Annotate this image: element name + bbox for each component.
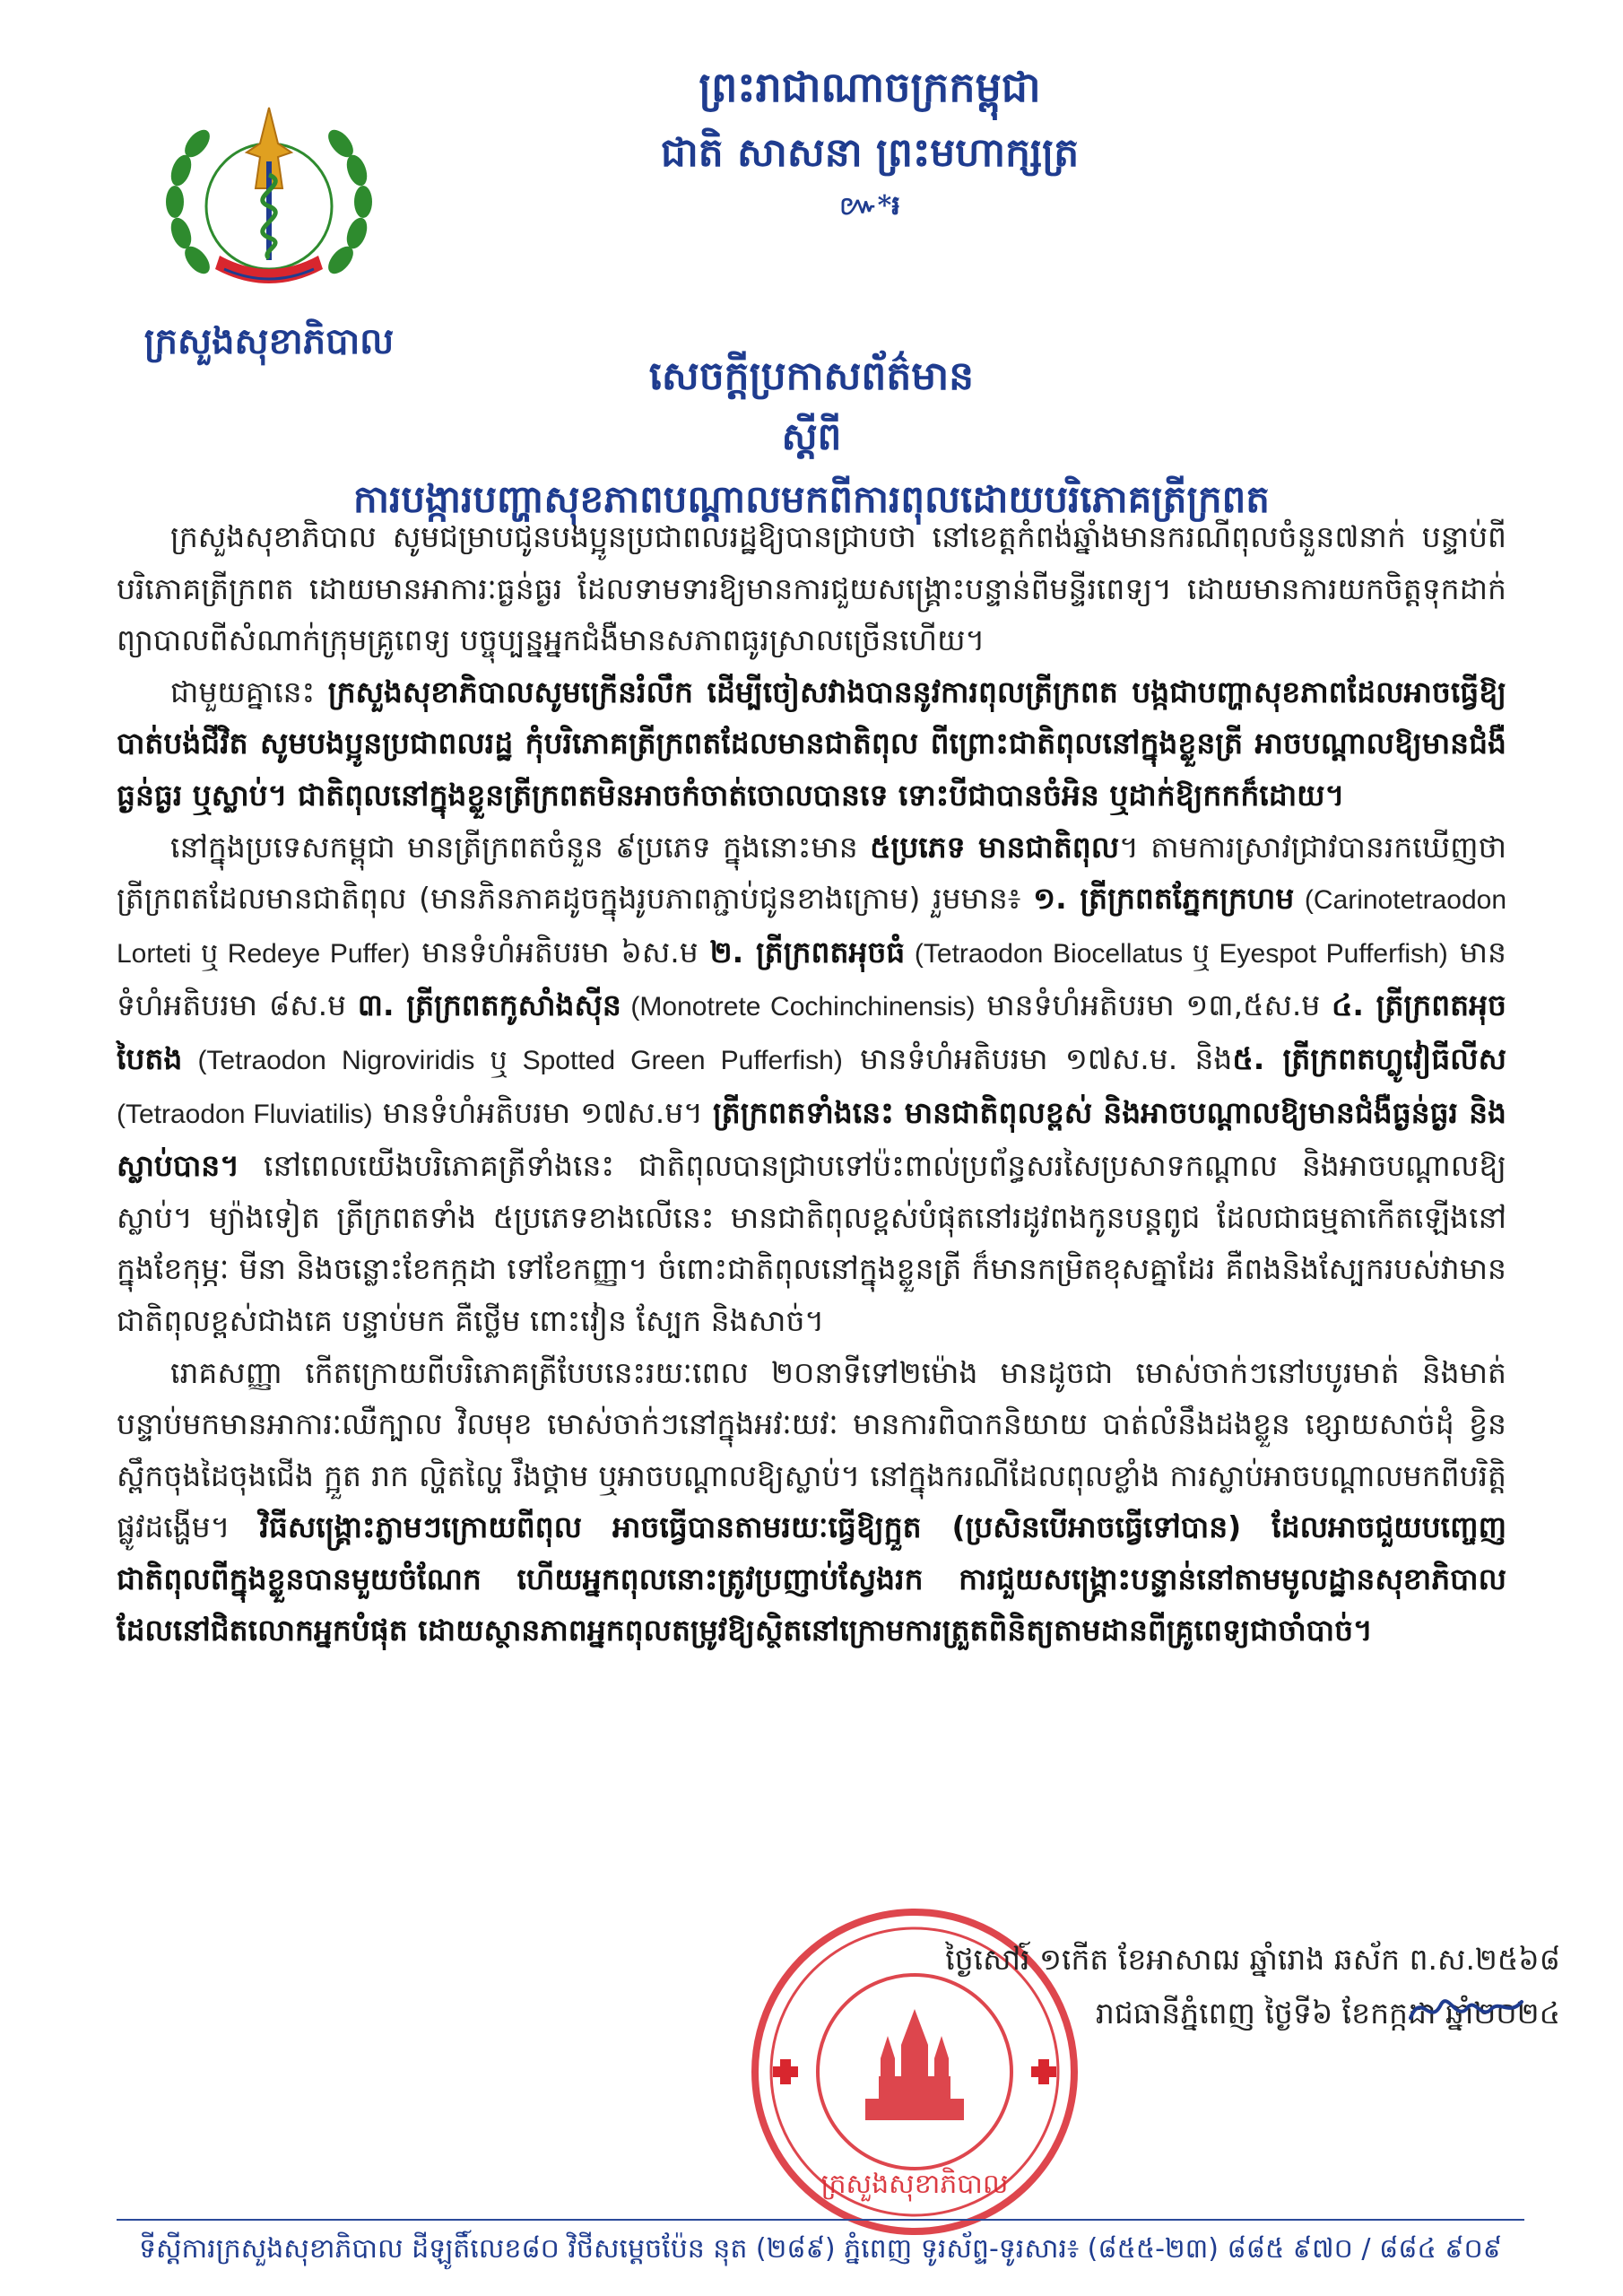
kingdom-header — [502, 54, 1237, 226]
ornament-divider: ៚*៛ — [839, 190, 900, 222]
paragraph-4: រោគសញ្ញា កើតក្រោយពីបរិភោគត្រីបែបនេះរយៈពេល ២០នាទីទៅ២ម៉ោង មានដូចជា មោស់ចាក់ៗនៅបបូរមាត់ និងមាត់ បន្ទាប់មកមានអាការៈឈឺក្បាល វិលមុខ មោស់ចាក់ៗនៅក្នុងអវៈយវៈ មានការពិបាកនិយាយ បាត់លំនឹងដងខ្លួន ខ្សោយសាច់ដុំ ខ្វិន ស្ពឹកចុងដៃចុងជើង ក្អួត រាក ល្ហិតល្ហៃ រឹងថ្គាម ឬអាចបណ្តាលឱ្យស្លាប់។ នៅក្នុងករណីដែលពុលខ្លាំង ការស្លាប់អាចបណ្តាលមកពីបរិត្តិផ្លូវដង្ហើម។ វិធីសង្គ្រោះភ្លាមៗក្រោយពីពុល អាចធ្វើបានតាមរយៈធ្វើឱ្យក្អួត (ប្រសិនបើអាចធ្វើទៅបាន) ដែលអាចជួយបញ្ចេញជាតិពុលពីក្នុងខ្លួនបានមួយចំណែក ហើយអ្នកពុលនោះត្រូវប្រញាប់ស្វែងរក ការជួយសង្គ្រោះបន្ទាន់នៅតាមមូលដ្ឋានសុខាភិបាលដែលនៅជិតលោកអ្នកបំផុត ដោយស្ថានភាពអ្នកពុលតម្រូវឱ្យស្ថិតនៅក្រោមការត្រួតពិនិត្យតាមដានពីគ្រូពេទ្យជាចាំបាច់។ — [117, 1354, 1506, 1648]
warning-text: ក្រសួងសុខាភិបាលសូមក្រើនរំលឹក ដើម្បីចៀសវាងបាននូវការពុលត្រីក្រពត បង្កជាបញ្ហាសុខភាពដែលអាចធ្វើឱ្យបាត់បង់ជីវិត សូមបងប្អូនប្រជាពលរដ្ឋ កុំបរិភោគត្រីក្រពតដែលមានជាតិពុល ពីព្រោះជាតិពុលនៅក្នុងខ្លួនត្រី អាចបណ្តាលឱ្យមានជំងឺធ្ងន់ធ្ងរ ឬស្លាប់។ ជាតិពុលនៅក្នុងខ្លួនត្រីក្រពតមិនអាចកំចាត់ចោលបានទេ ទោះបីជាបានចំអិន ឬដាក់ឱ្យកកក៏ដោយ។ — [117, 674, 1507, 813]
species-2: ២. ត្រីក្រពតអុចធំ — [709, 934, 906, 970]
title-announcement: សេចក្តីប្រកាសព័ត៌មាន — [648, 353, 975, 399]
species-5: ៥. ត្រីក្រពតហ្លូវៀធីលីស — [1232, 1040, 1506, 1076]
title-regarding: ស្តីពី — [781, 414, 842, 458]
footer-address: ទីស្តីការក្រសួងសុខាភិបាល ដីឡូតិ៍លេខ៨០ វិថីសម្តេចប៉ែន នុត (២៨៩) ភ្នំពេញ ទូរស័ព្ទ-ទូរសារ៖ (៨៥៥-២៣) ៨៨៥ ៩៧០ / ៨៨៤ ៩០៩ — [138, 2233, 1502, 2265]
first-aid-text: វិធីសង្គ្រោះភ្លាមៗក្រោយពីពុល អាចធ្វើបានតាមរយៈធ្វើឱ្យក្អួត (ប្រសិនបើអាចធ្វើទៅបាន) ដែលអាចជួយបញ្ចេញជាតិពុលពីក្នុងខ្លួនបានមួយចំណែក ហើយអ្នកពុលនោះត្រូវប្រញាប់ស្វែងរក ការជួយសង្គ្រោះបន្ទាន់នៅតាមមូលដ្ឋានសុខាភិបាលដែលនៅជិតលោកអ្នកបំផុត ដោយស្ថានភាពអ្នកពុលតម្រូវឱ្យស្ថិតនៅក្រោមការត្រួតពិនិត្យតាមដានពីគ្រូពេទ្យជាចាំបាច់។ — [117, 1509, 1506, 1648]
paragraph-2: ជាមួយគ្នានេះ ក្រសួងសុខាភិបាលសូមក្រើនរំលឹក ដើម្បីចៀសវាងបាននូវការពុលត្រីក្រពត បង្កជាបញ្ហាសុខភាពដែលអាចធ្វើឱ្យបាត់បង់ជីវិត សូមបងប្អូនប្រជាពលរដ្ឋ កុំបរិភោគត្រីក្រពតដែលមានជាតិពុល ពីព្រោះជាតិពុលនៅក្នុងខ្លួនត្រី អាចបណ្តាលឱ្យមានជំងឺធ្ងន់ធ្ងរ ឬស្លាប់។ ជាតិពុលនៅក្នុងខ្លួនត្រីក្រពតមិនអាចកំចាត់ចោលបានទេ ទោះបីជាបានចំអិន ឬដាក់ឱ្យកកក៏ដោយ។ — [117, 674, 1507, 813]
paragraph-1: ក្រសួងសុខាភិបាល សូមជម្រាបជូនបងប្អូនប្រជាពលរដ្ឋឱ្យបានជ្រាបថា នៅខេត្តកំពង់ឆ្នាំងមានករណីពុលចំនួន៧នាក់ បន្ទាប់ពីបរិភោគត្រីក្រពត ដោយមានអាការៈធ្ងន់ធ្ងរ ដែលទាមទារឱ្យមានការជួយសង្គ្រោះបន្ទាន់ពីមន្ទីរពេទ្យ។ ដោយមានការយកចិត្តទុកដាក់ព្យាបាលពីសំណាក់ក្រុមគ្រូពេទ្យ បច្ចុប្បន្នអ្នកជំងឺមានសភាពធូរស្រាលច្រើនហើយ។ — [117, 519, 1506, 658]
solar-date: រាជធានីភ្នំពេញ ថ្ងៃទី៦ ខែកក្កដា ឆ្នាំ២០២៤ — [1095, 1996, 1560, 2031]
document-title — [135, 345, 1488, 534]
handwritten-signature — [1403, 1982, 1529, 2036]
title-subject: ការបង្ការបញ្ហាសុខភាពបណ្តាលមកពីការពុលដោយបរិភោគត្រីក្រពត — [353, 477, 1270, 521]
footer-divider — [117, 2219, 1524, 2221]
ministry-name: ក្រសួងសុខាភិបាល — [143, 320, 395, 362]
ministry-logo — [135, 90, 404, 314]
document-body — [117, 511, 1506, 1657]
species-4: ៤. ត្រីក្រពតអុចបៃតង — [117, 987, 1506, 1076]
species-3: ៣. ត្រីក្រពតកូសាំងស៊ីន — [357, 987, 621, 1023]
species-1: ១. ត្រីក្រពតភ្នែកក្រហម — [1033, 881, 1295, 917]
national-motto: ជាតិ សាសនា ព្រះមហាក្សត្រ — [660, 130, 1080, 176]
paragraph-3: នៅក្នុងប្រទេសកម្ពុជា មានត្រីក្រពតចំនួន ៩ប្រភេទ ក្នុងនោះមាន ៥ប្រភេទ មានជាតិពុល។ តាមការស្រាវជ្រាវបានរកឃើញថា ត្រីក្រពតដែលមានជាតិពុល (មានភិនភាគដូចក្នុងរូបភាពភ្ជាប់ជូនខាងក្រោម) រួមមាន៖ ១. ត្រីក្រពតភ្នែកក្រហម (Carinotetraodon Lorteti ឬ Redeye Puffer) មានទំហំអតិបរមា ៦ស.ម ២. ត្រីក្រពតអុចធំ (Tetraodon Biocellatus ឬ Eyespot Pufferfish) មានទំហំអតិបរមា ៨ស.ម ៣. ត្រីក្រពតកូសាំងស៊ីន (Monotrete Cochinchinensis) មានទំហំអតិបរមា ១៣,៥ស.ម ៤. ត្រីក្រពតអុចបៃតង (Tetraodon Nigroviridis ឬ Spotted Green Pufferfish) មានទំហំអតិបរមា ១៧ស.ម. និង៥. ត្រីក្រពតហ្លូវៀធីលីស (Tetraodon Fluviatilis) មានទំហំអតិបរមា ១៧ស.ម។ ត្រីក្រពតទាំងនេះ មានជាតិពុលខ្ពស់ និងអាចបណ្តាលឱ្យមានជំងឺធ្ងន់ធ្ងរ និងស្លាប់បាន។ នៅពេលយើងបរិភោគត្រីទាំងនេះ ជាតិពុលបានជ្រាបទៅប៉ះពាល់ប្រព័ន្ធសរសៃប្រសាទកណ្តាល និងអាចបណ្តាលឱ្យស្លាប់។ ម្យ៉ាងទៀត ត្រីក្រពតទាំង ៥ប្រភេទខាងលើនេះ មានជាតិពុលខ្ពស់បំផុតនៅរដូវពងកូនបន្តពូជ ដែលជាធម្មតាកើតឡើងនៅក្នុងខែកុម្ភៈ មីនា និងចន្លោះខែកក្កដា ទៅខែកញ្ញា។ ចំពោះជាតិពុលនៅក្នុងខ្លួនត្រី ក៏មានកម្រិតខុសគ្នាដែរ គឺពងនិងស្បែករបស់វាមានជាតិពុលខ្ពស់ជាងគេ បន្ទាប់មក គឺថ្លើម ពោះវៀន ស្បែក និងសាច់។ — [117, 829, 1507, 1338]
lunar-date: ថ្ងៃសៅរ៍ ១កើត ខែអាសាឍ ឆ្នាំរោង ឆស័ក ព.ស.២៥៦៨ — [945, 1942, 1560, 1977]
stamp-label: ក្រសួងសុខាភិបាល — [820, 2169, 1009, 2200]
kingdom-name: ព្រះរាជាណាចក្រកម្ពុជា — [699, 63, 1041, 111]
